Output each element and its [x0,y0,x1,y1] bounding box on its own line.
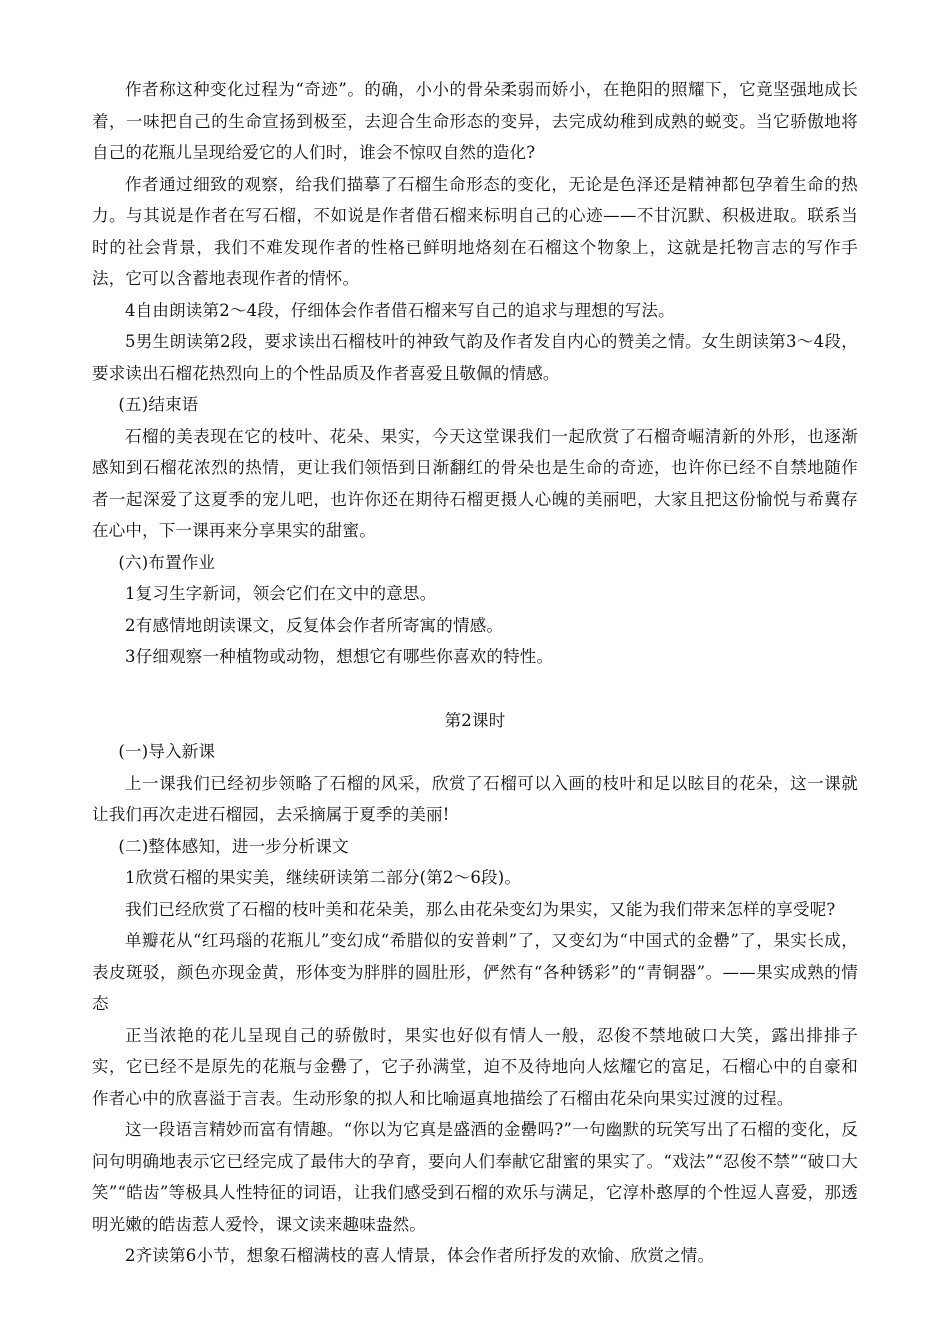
lesson-title: 第2课时 [444,710,506,730]
section-heading: (一)导入新课 [118,742,216,761]
paragraph: 5男生朗读第2段，要求读出石榴枝叶的神致气韵及作者发自内心的赞美之情。女生朗读第3～4段，要求读出石榴花热烈向上的个性品质及作者喜爱且敬佩的情感。 [92,332,858,383]
paragraph: 作者称这种变化过程为“奇迹”。的确，小小的骨朵柔弱而娇小，在艳阳的照耀下，它竟坚强地成长着，一味把自己的生命宣扬到极至，去迎合生命形态的变异，去完成幼稚到成熟的蜕变。当它骄傲地将自己的花瓶儿呈现给爱它的人们时，谁会不惊叹自然的造化? [92,80,858,162]
spacer [92,673,858,705]
paragraph: 作者通过细致的观察，给我们描摹了石榴生命形态的变化，无论是色泽还是精神都包孕着生命的热力。与其说是作者在写石榴，不如说是作者借石榴来标明自己的心迹——不甘沉默、积极进取。联系当时的社会背景，我们不难发现作者的性格已鲜明地烙刻在石榴这个物象上，这就是托物言志的写作手法，它可以含蓄地表现作者的情怀。 [92,174,858,288]
section-heading: (六)布置作业 [118,552,216,572]
paragraph: 单瓣花从“红玛瑙的花瓶儿”变幻成“希腊似的安普剌”了，又变幻为“中国式的金罍”了，果实长成，表皮斑驳，颜色亦现金黄，形体变为胖胖的圆肚形，俨然有“各种锈彩”的“青铜器”。——果实成熟的情态 [92,931,858,1013]
section-heading: (二)整体感知，进一步分析课文 [118,836,349,856]
paragraph: 我们已经欣赏了石榴的枝叶美和花朵美，那么由花朵变幻为果实，又能为我们带来怎样的享受呢? [125,899,836,919]
paragraph: 石榴的美表现在它的枝叶、花朵、果实，今天这堂课我们一起欣赏了石榴奇崛清新的外形，也逐渐感知到石榴花浓烈的热情，更让我们领悟到日渐翻红的骨朵也是生命的奇迹，也许你已经不自禁地随作者一起深爱了这夏季的宠儿吧，也许你还在期待石榴更摄人心魄的美丽吧，大家且把这份愉悦与希冀存在心中，下一课再来分享果实的甜蜜。 [92,426,858,540]
paragraph: 上一课我们已经初步领略了石榴的风采，欣赏了石榴可以入画的枝叶和足以眩目的花朵，这一课就让我们再次走进石榴园，去采摘属于夏季的美丽! [92,773,858,824]
paragraph: 2齐读第6小节，想象石榴满枝的喜人情景，体会作者所抒发的欢愉、欣赏之情。 [125,1246,715,1265]
paragraph: 正当浓艳的花儿呈现自己的骄傲时，果实也好似有情人一般，忍俊不禁地破口大笑，露出排排子实，它已经不是原先的花瓶与金罍了，它子孙满堂，迫不及待地向人炫耀它的富足，石榴心中的自豪和作者心中的欣喜溢于言表。生动形象的拟人和比喻逼真地描绘了石榴由花朵向果实过渡的过程。 [92,1025,858,1108]
list-item: 1复习生字新词，领会它们在文中的意思。 [125,584,437,603]
paragraph: 4自由朗读第2～4段，仔细体会作者借石榴来写自己的追求与理想的写法。 [125,300,675,320]
paragraph: 1欣赏石榴的果实美，继续研读第二部分(第2～6段)。 [125,868,522,887]
list-item: 3仔细观察一种植物或动物，想想它有哪些你喜欢的特性。 [125,647,554,666]
list-item: 2有感情地朗读课文，反复体会作者所寄寓的情感。 [125,615,504,635]
paragraph: 这一段语言精妙而富有情趣。“你以为它真是盛酒的金罍吗?”一句幽默的玩笑写出了石榴的变化，反问句明确地表示它已经完成了最伟大的孕育，要向人们奉献它甜蜜的果实了。“戏法”“忍俊不禁”“破口大笑”“皓齿”等极具人性特征的词语，让我们感受到石榴的欢乐与满足，它淳朴憨厚的个性逗人喜爱，那透明光嫩的皓齿惹人爱怜，课文读来趣味盎然。 [92,1120,858,1234]
section-heading: (五)结束语 [118,395,199,414]
